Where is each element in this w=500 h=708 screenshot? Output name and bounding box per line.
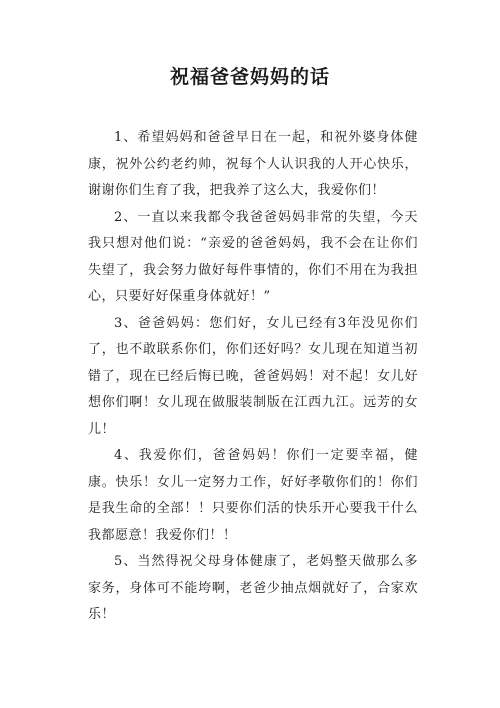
paragraph-2: 2、一直以来我都令我爸爸妈妈非常的失望，今天我只想对他们说：“亲爱的爸爸妈妈，我不会在让你们失望了，我会努力做好每件事情的，你们不用在为我担心，只要好好保重身体就好！”	[88, 209, 418, 304]
paragraph-4: 4、我爱你们，爸爸妈妈！你们一定要幸福，健康。快乐！女儿一定努力工作，好好孝敬你们的！你们是我生命的全部！！只要你们活的快乐开心要我干什么我都愿意！我爱你们！！	[88, 448, 418, 543]
document-title: 祝福爸爸妈妈的话	[169, 66, 330, 88]
document-body	[88, 125, 418, 629]
paragraph-3: 3、爸爸妈妈：您们好，女儿已经有3年没见你们了，也不敢联系你们，你们还好吗？女儿现在知道当初错了，现在已经后悔已晚，爸爸妈妈！对不起！女儿好想你们啊！女儿现在做服装制版在江西九江。远芳的女儿！	[88, 315, 418, 437]
paragraph-1: 1、希望妈妈和爸爸早日在一起，和祝外婆身体健康，祝外公约老约帅，祝每个人认识我的人开心快乐，谢谢你们生育了我，把我养了这么大，我爱你们！	[88, 130, 418, 198]
paragraph-5: 5、当然得祝父母身体健康了，老妈整天做那么多家务，身体可不能垮啊，老爸少抽点烟就好了，合家欢乐！	[88, 554, 418, 622]
